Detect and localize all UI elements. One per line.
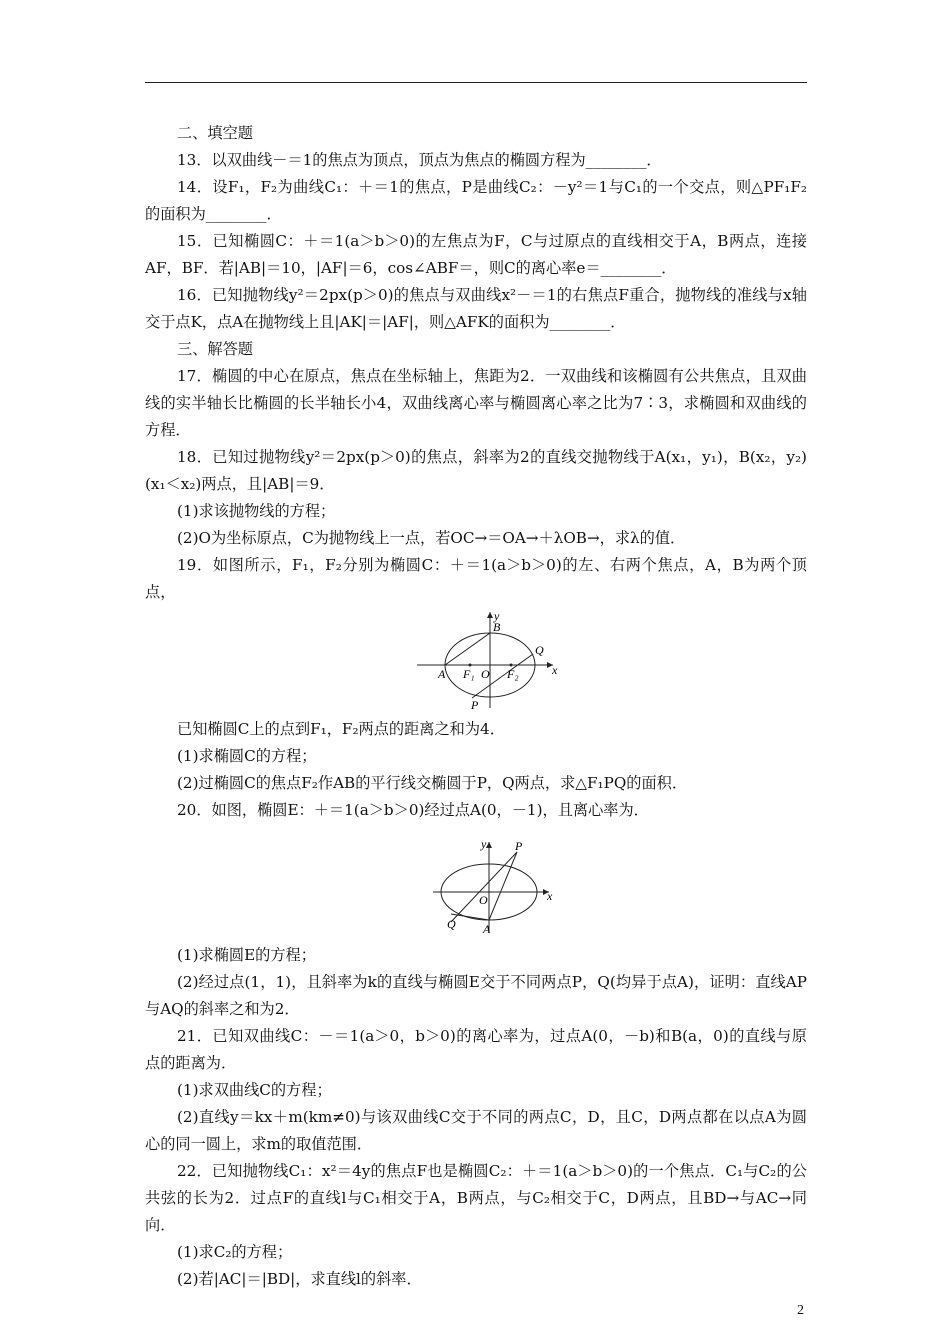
fig1-label-f2: F₂ [507, 667, 519, 681]
section-title-answer: 三、解答题 [177, 340, 253, 358]
question-21-part-2: (2)直线y＝kx＋m(km≠0)与该双曲线C交于不同的两点C，D，且C，D两点都在以点A为圆心的同一圆上，求m的取值范围． [145, 1108, 807, 1153]
question-16: 16．已知抛物线y²＝2px(p＞0)的焦点与双曲线x²－＝1的右焦点F重合，抛物线的准线与x轴交于点K，点A在抛物线上且|AK|＝|AF|，则△AFK的面积为________． [145, 286, 807, 331]
question-19: 19．如图所示，F₁，F₂分别为椭圆C：＋＝1(a＞b＞0)的左、右两个焦点，A，B为两个顶点， [145, 556, 807, 601]
fig2-label-x: x [547, 889, 553, 903]
question-21: 21．已知双曲线C：－＝1(a＞0，b＞0)的离心率为，过点A(0，－b)和B(a，0)的直线与原点的距离为． [145, 1027, 807, 1072]
line-aq [451, 914, 489, 920]
y-axis-arrow [486, 842, 492, 848]
y-axis-arrow [487, 612, 493, 618]
fig1-label-x: x [552, 663, 558, 677]
line-ap [489, 852, 517, 920]
question-18: 18．已知过抛物线y²＝2px(p＞0)的焦点，斜率为2的直线交抛物线于A(x₁，y₁)，B(x₂，y₂)(x₁＜x₂)两点，且|AB|＝9． [145, 448, 807, 493]
question-21-part-1: (1)求双曲线C的方程； [177, 1081, 332, 1099]
fig1-label-q: Q [535, 643, 544, 657]
question-19-part-2: (2)过椭圆C的焦点F₂作AB的平行线交椭圆于P，Q两点，求△F₁PQ的面积． [177, 774, 688, 792]
ellipse-figure-19 [145, 610, 807, 710]
line-ab [445, 633, 490, 665]
fig1-label-o: O [481, 667, 490, 681]
section-title-fill: 二、填空题 [177, 124, 253, 142]
ellipse-diagram-19 [145, 610, 807, 710]
ellipse-diagram-20 [145, 836, 807, 936]
line-pq [451, 852, 517, 922]
question-19-given: 已知椭圆C上的点到F₁，F₂两点的距离之和为4． [177, 720, 505, 738]
question-13: 13．以双曲线－＝1的焦点为顶点，顶点为焦点的椭圆方程为________． [177, 151, 662, 169]
question-18-part-2: (2)O为坐标原点，C为抛物线上一点，若OC→＝OA→＋λOB→，求λ的值． [177, 529, 686, 547]
fig1-label-b: B [493, 620, 501, 634]
fig2-label-o: O [479, 893, 488, 907]
question-17: 17．椭圆的中心在原点，焦点在坐标轴上，焦距为2．一双曲线和该椭圆有公共焦点，且双曲线的实半轴长比椭圆的长半轴长小4，双曲线离心率与椭圆离心率之比为7∶3，求椭圆和双曲线的方程． [145, 367, 807, 439]
ellipse-figure-20 [145, 836, 807, 936]
question-20: 20．如图，椭圆E：＋＝1(a＞b＞0)经过点A(0，－1)，且离心率为． [177, 801, 649, 819]
header-rule [145, 82, 807, 83]
question-20-part-2: (2)经过点(1，1)，且斜率为k的直线与椭圆E交于不同两点P，Q(均异于点A)，证明：直线AP与AQ的斜率之和为2． [145, 973, 807, 1018]
fig2-label-q: Q [447, 917, 456, 931]
question-20-part-1: (1)求椭圆E的方程； [177, 946, 316, 964]
question-19-part-1: (1)求椭圆C的方程； [177, 747, 317, 765]
page-number: 2 [797, 1303, 804, 1318]
fig2-label-p: P [515, 839, 523, 853]
question-22-part-1: (1)求C₂的方程； [177, 1243, 293, 1261]
page-content [145, 120, 807, 1293]
fig1-label-a: A [438, 667, 446, 681]
fig2-label-a: A [483, 922, 491, 936]
question-22: 22．已知抛物线C₁：x²＝4y的焦点F也是椭圆C₂：＋＝1(a＞b＞0)的一个焦点．C₁与C₂的公共弦的长为2．过点F的直线l与C₁相交于A，B两点，与C₂相交于C，D两点，且BD→与AC→同向． [145, 1162, 807, 1234]
fig1-label-y: y [494, 610, 500, 623]
question-14: 14．设F₁，F₂为曲线C₁：＋＝1的焦点，P是曲线C₂：－y²＝1与C₁的一个交点，则△PF₁F₂的面积为________． [145, 178, 807, 223]
fig1-label-p: P [471, 698, 479, 710]
fig2-label-y: y [481, 837, 487, 851]
question-15: 15．已知椭圆C：＋＝1(a＞b＞0)的左焦点为F，C与过原点的直线相交于A，B两点，连接AF，BF．若|AB|＝10，|AF|＝6，cos∠ABF＝，则C的离心率e＝________． [145, 232, 807, 277]
question-18-part-1: (1)求该抛物线的方程； [177, 502, 336, 520]
question-22-part-2: (2)若|AC|＝|BD|，求直线l的斜率． [177, 1270, 422, 1288]
fig1-label-f1: F₁ [463, 667, 475, 681]
